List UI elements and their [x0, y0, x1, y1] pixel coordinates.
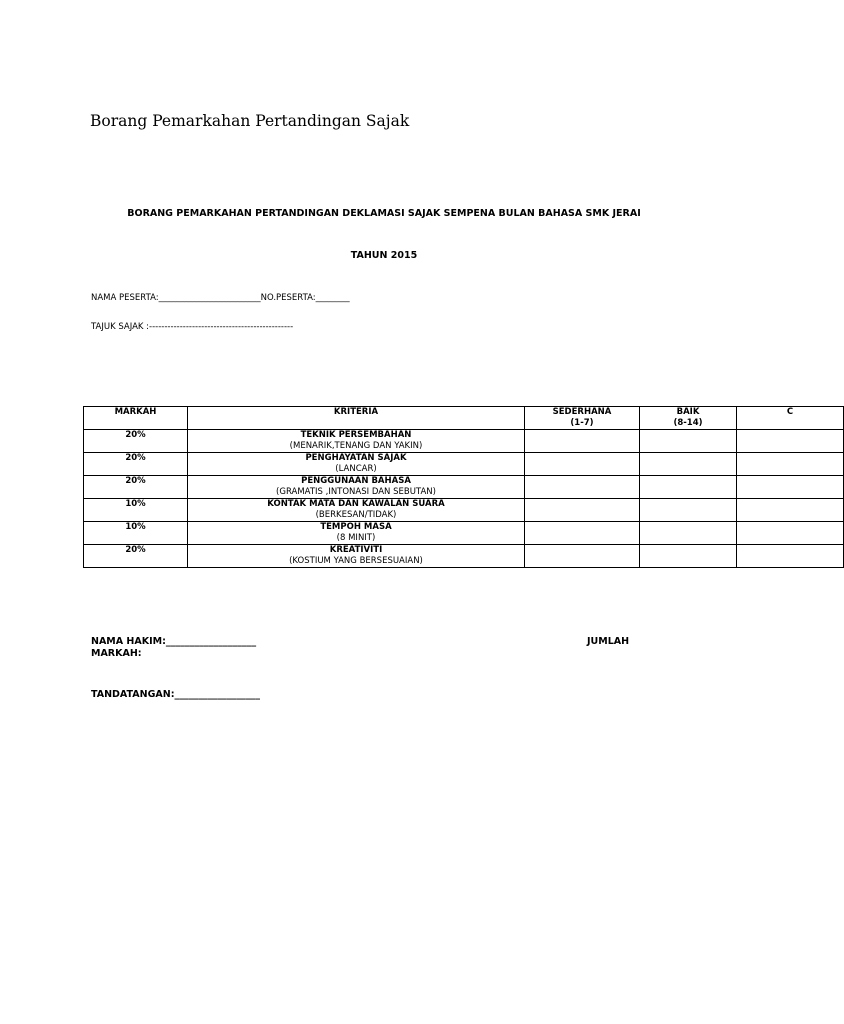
score-cell-sederhana[interactable] — [525, 545, 640, 568]
poem-title-line: TAJUK SAJAK :----------------------------------------------- — [91, 322, 294, 332]
score-cell-cemerlang[interactable] — [737, 453, 844, 476]
criteria-title: KREATIVITI — [329, 545, 383, 555]
signature-field[interactable]: TANDATANGAN:__________________ — [91, 689, 260, 700]
score-cell-baik[interactable] — [640, 499, 737, 522]
criteria-subtitle: (8 MINIT) — [336, 532, 376, 543]
criteria-subtitle: (BERKESAN/TIDAK) — [315, 509, 397, 520]
row-markah: 20% — [84, 430, 188, 453]
row-kriteria — [188, 430, 525, 453]
row-kriteria — [188, 499, 525, 522]
score-cell-baik[interactable] — [640, 430, 737, 453]
criteria-subtitle: (GRAMATIS ,INTONASI DAN SEBUTAN) — [276, 486, 436, 497]
row-kriteria — [188, 476, 525, 499]
row-markah: 20% — [84, 453, 188, 476]
row-markah: 20% — [84, 545, 188, 568]
score-cell-cemerlang[interactable] — [737, 499, 844, 522]
row-kriteria — [188, 545, 525, 568]
score-cell-cemerlang[interactable] — [737, 430, 844, 453]
markah-label: MARKAH: — [91, 648, 142, 659]
table-row — [84, 522, 844, 545]
header-sederhana-range: (1-7) — [570, 417, 594, 428]
document-title: Borang Pemarkahan Pertandingan Sajak — [90, 112, 410, 130]
table-row — [84, 430, 844, 453]
scoring-table — [83, 406, 844, 568]
criteria-subtitle: (KOSTIUM YANG BERSESUAIAN) — [289, 555, 423, 566]
header-cemerlang: C — [737, 407, 844, 430]
header-baik — [640, 407, 737, 430]
score-cell-baik[interactable] — [640, 476, 737, 499]
row-markah: 20% — [84, 476, 188, 499]
score-cell-cemerlang[interactable] — [737, 522, 844, 545]
table-row — [84, 499, 844, 522]
form-heading: BORANG PEMARKAHAN PERTANDINGAN DEKLAMASI SAJAK SEMPENA BULAN BAHASA SMK JERAI — [127, 208, 641, 219]
row-markah: 10% — [84, 499, 188, 522]
criteria-title: TEKNIK PERSEMBAHAN — [300, 430, 412, 440]
table-row — [84, 476, 844, 499]
header-sederhana — [525, 407, 640, 430]
total-label: JUMLAH — [587, 636, 630, 647]
row-kriteria — [188, 453, 525, 476]
criteria-subtitle: (LANCAR) — [335, 463, 377, 474]
criteria-title: KONTAK MATA DAN KAWALAN SUARA — [267, 499, 445, 509]
score-cell-sederhana[interactable] — [525, 453, 640, 476]
judge-name-field[interactable]: NAMA HAKIM:___________________ — [91, 636, 257, 647]
table-row — [84, 545, 844, 568]
criteria-title: PENGGUNAAN BAHASA — [301, 476, 411, 486]
form-year: TAHUN 2015 — [350, 250, 418, 261]
header-baik-range: (8-14) — [673, 417, 703, 428]
header-sederhana-label: SEDERHANA — [552, 407, 612, 417]
header-baik-label: BAIK — [676, 407, 700, 417]
criteria-title: PENGHAYATAN SAJAK — [305, 453, 407, 463]
score-cell-sederhana[interactable] — [525, 430, 640, 453]
score-cell-baik[interactable] — [640, 545, 737, 568]
table-header-row — [84, 407, 844, 430]
header-kriteria: KRITERIA — [188, 407, 525, 430]
header-markah: MARKAH — [84, 407, 188, 430]
score-cell-sederhana[interactable] — [525, 476, 640, 499]
score-cell-baik[interactable] — [640, 453, 737, 476]
row-markah: 10% — [84, 522, 188, 545]
participant-line: NAMA PESERTA:________________________NO.PESERTA:________ — [91, 293, 350, 303]
score-cell-cemerlang[interactable] — [737, 476, 844, 499]
row-kriteria — [188, 522, 525, 545]
score-cell-sederhana[interactable] — [525, 522, 640, 545]
score-cell-sederhana[interactable] — [525, 499, 640, 522]
criteria-title: TEMPOH MASA — [320, 522, 392, 532]
score-cell-baik[interactable] — [640, 522, 737, 545]
score-cell-cemerlang[interactable] — [737, 545, 844, 568]
criteria-subtitle: (MENARIK,TENANG DAN YAKIN) — [289, 440, 423, 451]
table-row — [84, 453, 844, 476]
